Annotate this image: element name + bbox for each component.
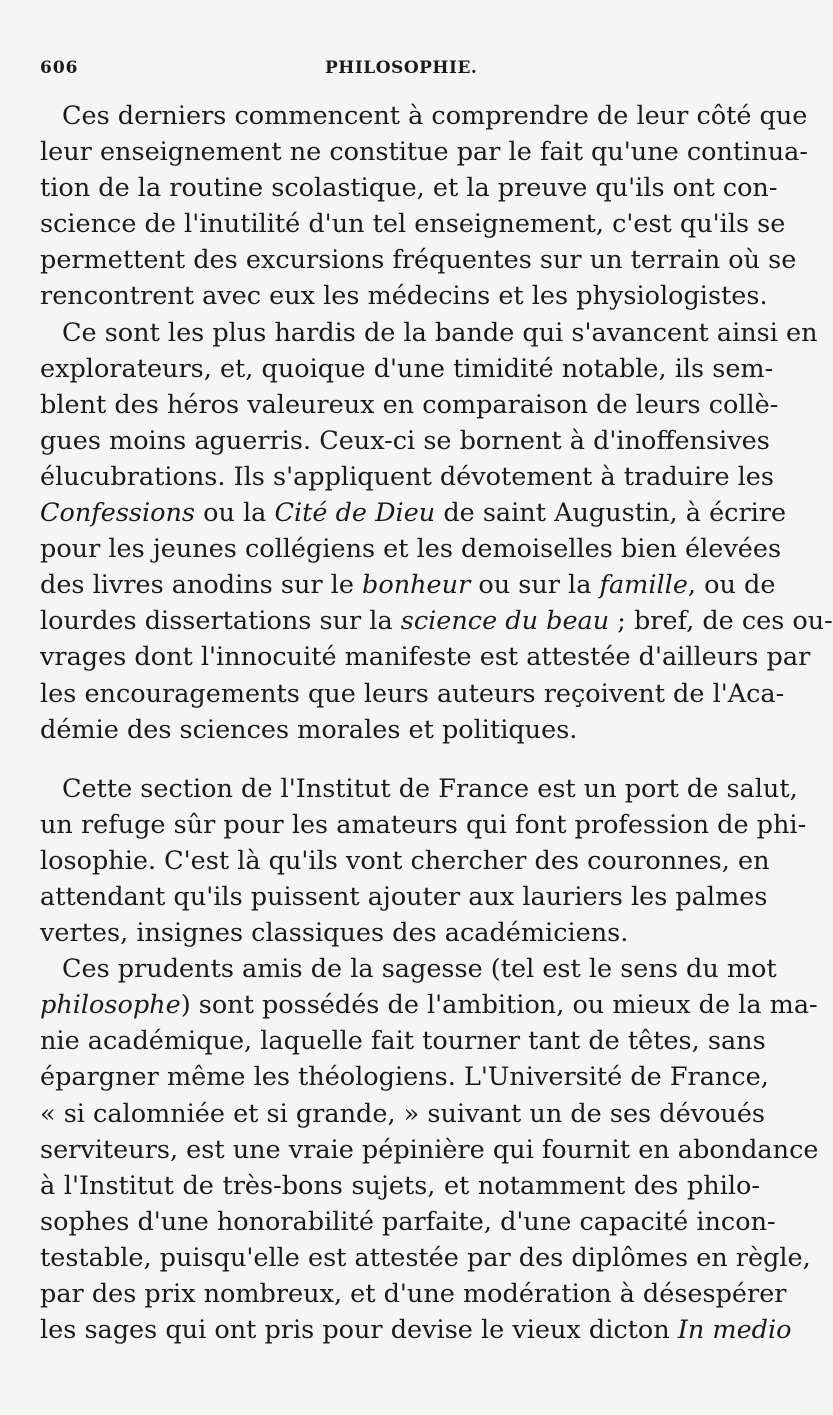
text-line	[40, 712, 760, 748]
text-segment: un refuge sûr pour les amateurs qui font profession de phi-	[40, 809, 807, 840]
text-segment: épargner même les théologiens. L'Université de France,	[40, 1062, 769, 1093]
text-segment: Cette section de l'Institut de France est un port de salut,	[62, 773, 798, 804]
italic-term: In medio	[677, 1315, 792, 1346]
text-line	[40, 98, 808, 134]
paragraph	[40, 771, 807, 951]
text-line	[40, 807, 807, 843]
text-line	[40, 1204, 776, 1240]
text-line	[40, 1023, 766, 1059]
text-segment: à l'Institut de très-bons sujets, et notamment des philo-	[40, 1170, 760, 1201]
text-line	[40, 603, 833, 639]
text-segment: par des prix nombreux, et d'une modération à désespérer	[40, 1279, 787, 1309]
text-segment: leur enseignement ne constitue par le fait qu'une continua-	[40, 137, 808, 168]
text-line	[40, 639, 811, 675]
text-line	[40, 1276, 787, 1312]
text-segment: explorateurs, et, quoique d'une timidité notable, ils sem-	[40, 353, 774, 384]
text-segment: élucubrations. Ils s'appliquent dévotement à traduire les	[40, 461, 774, 492]
text-segment: démie des sciences morales et politiques.	[40, 714, 578, 745]
text-line	[40, 987, 818, 1023]
text-segment: des livres anodins sur le	[40, 570, 363, 601]
text-segment: losophie. C'est là qu'ils vont chercher des couronnes, en	[40, 845, 770, 876]
text-line	[40, 1168, 760, 1204]
text-segment: de saint Augustin, à écrire	[435, 498, 787, 529]
text-line	[40, 423, 770, 459]
text-segment: les encouragements que leurs auteurs reçoivent de l'Aca-	[40, 678, 785, 709]
text-segment: Ces derniers commencent à comprendre de leur côté que	[62, 101, 808, 131]
text-line	[40, 915, 760, 951]
text-line	[40, 567, 776, 603]
text-segment: ou sur la	[470, 570, 600, 601]
text-segment: les sages qui ont pris pour devise le vieux dicton	[40, 1315, 678, 1346]
text-line	[40, 1240, 811, 1276]
text-segment: vertes, insignes classiques des académiciens.	[40, 918, 629, 949]
text-line	[40, 206, 786, 242]
text-segment: ; bref, de ces ou-	[609, 606, 833, 637]
text-segment: vrages dont l'innocuité manifeste est attestée d'ailleurs par	[40, 642, 811, 673]
text-segment: Ces prudents amis de la sagesse (tel est le sens du mot	[62, 954, 777, 985]
text-segment: lourdes dissertations sur la	[40, 606, 401, 637]
page-number: 606	[40, 58, 79, 78]
italic-term: science du beau	[400, 606, 610, 637]
text-line	[40, 879, 768, 915]
text-segment: Ce sont les plus hardis de la bande qui s'avancent ainsi en	[62, 317, 818, 348]
text-line	[40, 676, 785, 712]
text-line	[40, 495, 787, 531]
text-line	[40, 170, 778, 206]
text-segment: testable, puisqu'elle est attestée par des diplômes en règle,	[40, 1242, 811, 1273]
text-segment: pour les jeunes collégiens et les demoiselles bien élevées	[40, 534, 782, 565]
running-title: PHILOSOPHIE.	[325, 58, 478, 78]
paragraph	[40, 315, 833, 748]
text-segment: tion de la routine scolastique, et la preuve qu'ils ont con-	[40, 173, 778, 204]
running-head	[40, 58, 760, 82]
text-segment: rencontrent avec eux les médecins et les physiologistes.	[40, 281, 768, 312]
italic-term: bonheur	[362, 570, 471, 601]
text-line	[40, 278, 768, 314]
text-line	[40, 1132, 819, 1168]
text-segment: permettent des excursions fréquentes sur un terrain où se	[40, 245, 797, 276]
text-segment: ) sont possédés de l'ambition, ou mieux de la ma-	[180, 990, 818, 1021]
body-text	[40, 98, 833, 1348]
text-segment: ou la	[195, 498, 275, 529]
text-segment: , ou de	[687, 570, 776, 601]
text-line	[40, 771, 798, 807]
italic-term: Confessions	[40, 498, 196, 529]
text-segment: attendant qu'ils puissent ajouter aux lauriers les palmes	[40, 881, 768, 912]
text-segment: science de l'inutilité d'un tel enseignement, c'est qu'ils se	[40, 209, 786, 240]
text-segment: sophes d'une honorabilité parfaite, d'une capacité incon-	[40, 1206, 776, 1237]
text-line	[40, 242, 797, 278]
text-line	[40, 531, 782, 567]
italic-term: famille	[599, 570, 688, 601]
text-segment: blent des héros valeureux en comparaison de leurs collè-	[40, 389, 779, 420]
text-segment: nie académique, laquelle fait tourner tant de têtes, sans	[40, 1026, 766, 1057]
text-line	[40, 387, 779, 423]
text-line	[40, 134, 808, 170]
text-line	[40, 843, 770, 879]
section-gap	[40, 748, 760, 771]
text-segment: gues moins aguerris. Ceux-ci se bornent à d'inoffensives	[40, 425, 770, 456]
text-line	[40, 1059, 769, 1095]
text-line	[40, 1096, 766, 1132]
text-line	[40, 459, 774, 495]
italic-term: Cité de Dieu	[274, 498, 436, 529]
text-line	[40, 351, 774, 387]
paragraph	[40, 951, 819, 1348]
text-segment: serviteurs, est une vraie pépinière qui fournit en abondance	[40, 1134, 819, 1165]
italic-term: philosophe	[40, 990, 181, 1021]
text-segment: « si calomniée et si grande, » suivant un de ses dévoués	[40, 1098, 766, 1129]
text-line	[40, 951, 777, 987]
text-line	[40, 315, 818, 351]
text-line	[40, 1312, 792, 1348]
paragraph	[40, 98, 808, 315]
